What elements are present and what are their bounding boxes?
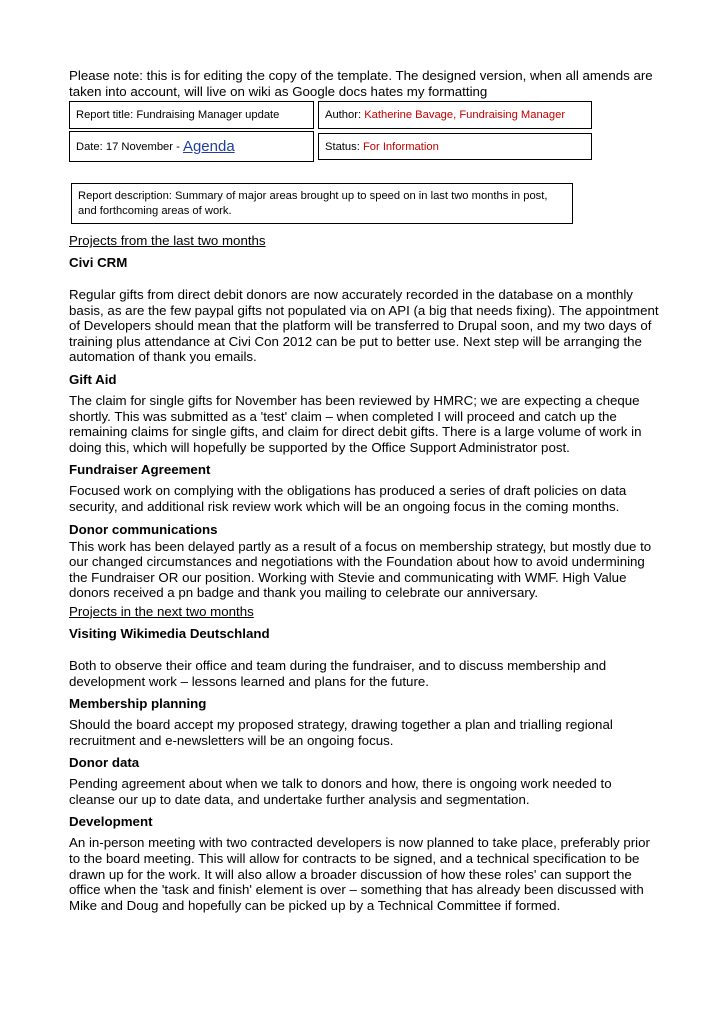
report-title-label: Report title: [76,109,137,121]
report-body [69,232,659,913]
report-description-box [71,183,573,224]
past-projects-heading: Projects from the last two months [69,233,266,248]
status-value: For Information [362,140,439,153]
section-body: Should the board accept my proposed strategy, drawing together a plan and trialling regional recruitment and e-newsletters will be an ongoing focus. [69,717,613,748]
section-body: Both to observe their office and team during the fundraiser, and to discuss membership and development work – lessons learned and plans for the future. [69,657,607,689]
section-title: Membership planning [69,696,207,712]
status-box [318,133,592,160]
agenda-link[interactable]: Agenda [182,138,235,155]
report-description: Report description: Summary of major areas brought up to speed on in last two months in post, and forthcoming areas of work. [78,190,548,217]
section-body: Pending agreement about when we talk to donors and how, there is ongoing work needed to cleanse our up to date data, and undertake further analysis and segmentation. [69,776,612,807]
report-title-value: Fundraising Manager update [136,109,280,121]
author-label: Author: [325,109,365,121]
section-body: An in-person meeting with two contracted developers is now planned to take place, preferably prior to the board meeting. This will allow for contracts to be signed, and a technical specification to be drawn up for the work. It will also allow a broader discussion of how these roles' can support the office when the 'task and finish' element is over – something that has already been discussed with Mike and Doug and hopefully can be picked up by a Technical Committee if formed. [69,835,650,913]
section-title: Donor data [69,755,140,771]
section-body: This work has been delayed partly as a result of a focus on membership strategy, but mostly due to our changed circumstances and negotiations with the Foundation about how to avoid undermining the Fundraiser OR our position. Working with Stevie and communicating with WMF. High Value donors received a pn badge and thank you mailing to celebrate our anniversary. [69,538,652,601]
section-title: Gift Aid [69,371,117,387]
section-body: Regular gifts from direct debit donors are now accurately recorded in the database on a monthly basis, as are the few paypal gifts not populated via on API (a big that needs fixing). The appointment of Developers should mean that the platform will be transferred to Drupal soon, and my two days of training plus attendance at Civi Con 2012 can be put to better use. Next step will be arranging the automation of thank you emails. [69,287,659,365]
section-title: Development [69,814,153,830]
editing-note: Please note: this is for editing the copy of the template. The designed version, when all amends are taken into account, will live on wiki as Google docs hates my formatting [69,68,653,99]
status-label: Status: [325,140,363,153]
author-value: Katherine Bavage, Fundraising Manager [364,109,566,121]
next-projects-heading: Projects in the next two months [69,603,254,619]
section-title: Donor communications [69,521,218,537]
section-title: Visiting Wikimedia Deutschland [69,625,270,641]
report-title-box [69,101,314,129]
section-title: Civi CRM [69,255,128,270]
date-box [69,131,314,162]
section-body: Focused work on complying with the obligations has produced a series of draft policies on data security, and additional risk review work which will be an ongoing focus in the coming months. [69,483,627,514]
section-title: Fundraiser Agreement [69,462,211,478]
author-box [318,101,592,129]
date-label: Date: 17 November - [76,140,183,153]
section-body: The claim for single gifts for November has been reviewed by HMRC; we are expecting a cheque shortly. This was submitted as a 'test' claim – when completed I will proceed and catch up the remaining claims for single gifts, and claim for direct debit gifts. There is a large volume of work in doing this, which will hopefully be supported by the Office Support Administrator post. [69,392,642,455]
